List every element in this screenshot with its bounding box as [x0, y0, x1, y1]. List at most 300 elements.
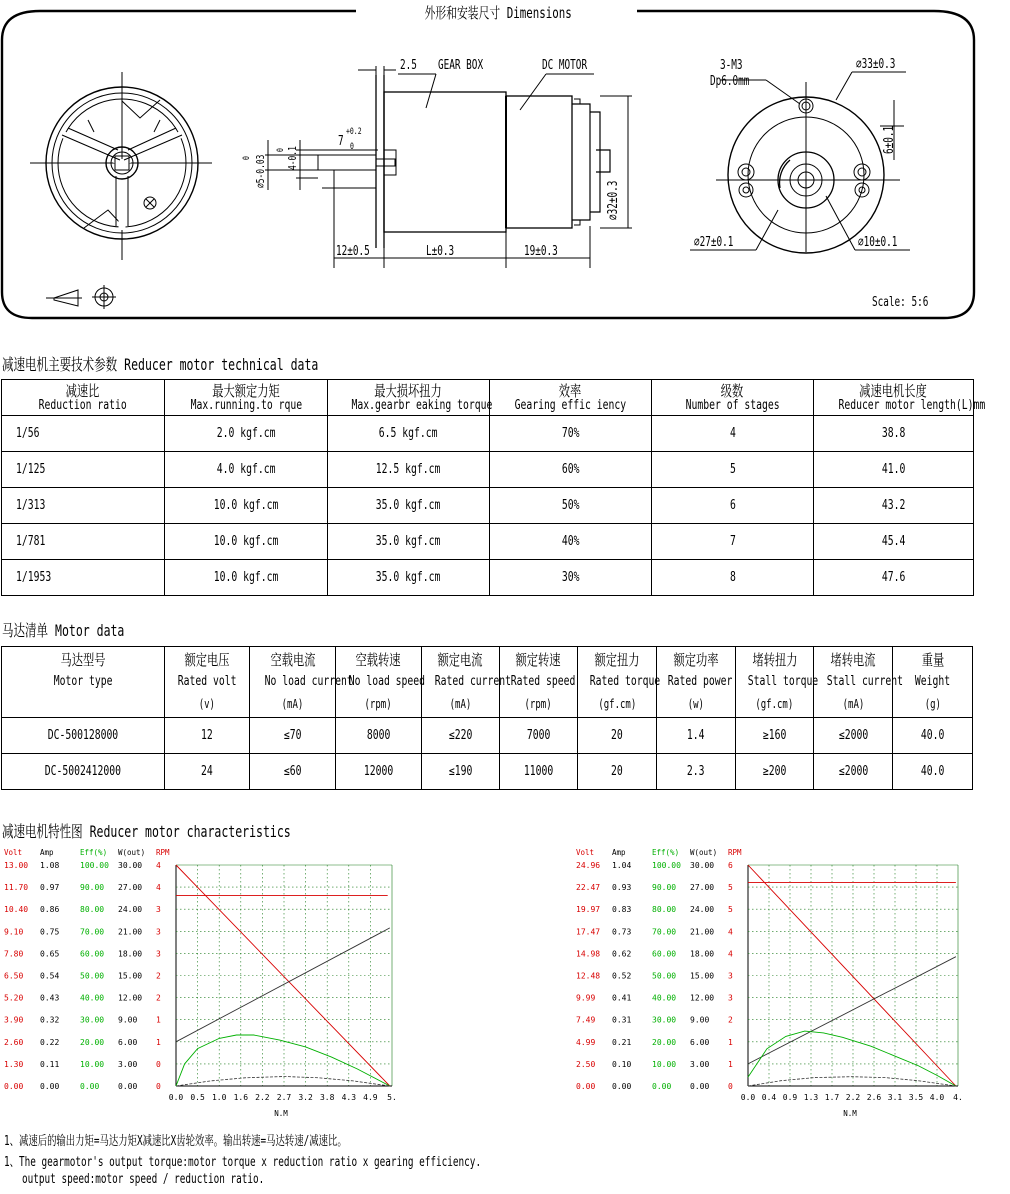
table-cell	[814, 416, 974, 452]
motor-header-en: Stall current	[827, 674, 904, 689]
cell-value: 40%	[561, 534, 580, 549]
axis-column-header: Volt	[4, 848, 23, 857]
y-tick-label: 6.00	[690, 1037, 710, 1047]
y-tick-label: 15.00	[118, 971, 143, 981]
x-tick-label: 4.3	[341, 1093, 357, 1102]
reducer-header-cell	[328, 380, 493, 416]
y-tick-label: 0.00	[690, 1082, 710, 1091]
dp-label: Dp6.0mm	[710, 74, 750, 89]
y-tick-label: 4	[728, 949, 733, 959]
cell-value: 4.0 kgf.cm	[216, 462, 276, 477]
cell-value: 35.0 kgf.cm	[376, 498, 441, 513]
y-tick-label: 3.00	[118, 1059, 138, 1069]
table-cell	[814, 718, 893, 754]
cell-value: 6.5 kgf.cm	[379, 426, 438, 441]
reducer-header-row	[2, 380, 974, 416]
motor-header-cn: 额定电压	[184, 651, 230, 669]
cell-value: 7	[729, 534, 736, 549]
y-tick-label: 19.97	[576, 905, 601, 915]
projection-symbol-icon	[46, 285, 116, 309]
cell-value: 35.0 kgf.cm	[376, 534, 441, 549]
motor-header-en: Rated torque	[590, 674, 661, 689]
dim-l: L±0.3	[426, 244, 455, 259]
y-tick-label: 7.49	[576, 1015, 596, 1025]
table-cell	[499, 718, 578, 754]
series-current-line	[748, 957, 956, 1064]
reducer-header-en: Gearing effic iency	[514, 397, 627, 413]
y-tick-label: 3	[156, 905, 161, 915]
motor-header-unit: (mA)	[281, 697, 304, 711]
cell-value: 10.0 kgf.cm	[213, 498, 279, 513]
cell-value: 20	[611, 728, 624, 743]
dimensions-title: 外形和安装尺寸 Dimensions	[424, 4, 572, 22]
y-tick-label: 2	[156, 971, 161, 981]
y-tick-label: 21.00	[118, 927, 143, 937]
cell-value: 41.0	[881, 462, 906, 477]
reducer-header-cell	[814, 380, 986, 416]
series-output-power-line	[748, 1077, 956, 1086]
x-tick-label: 1.6	[233, 1093, 249, 1102]
series-current-line	[176, 928, 390, 1042]
y-tick-label: 0.00	[576, 1082, 596, 1091]
x-tick-label: 1.3	[803, 1093, 819, 1102]
cell-value: 4	[729, 426, 736, 441]
y-tick-label: 4	[728, 927, 733, 937]
y-tick-label: 60.00	[80, 949, 105, 959]
x-tick-label: 0.4	[761, 1093, 777, 1102]
cell-value: 70%	[561, 426, 580, 441]
motor-header-cn: 空载转速	[355, 651, 401, 669]
table-cell	[165, 560, 328, 596]
dim-7-tol: +0.2	[346, 127, 362, 137]
motor-header-cn: 重量	[921, 651, 944, 669]
x-tick-label: 3.2	[298, 1093, 313, 1102]
table-cell	[490, 452, 652, 488]
x-tick-label: 3.1	[887, 1093, 903, 1102]
cell-value: DC-5002412000	[44, 764, 121, 779]
y-tick-label: 4.99	[576, 1037, 596, 1047]
motor-header-cn: 额定转速	[515, 651, 561, 669]
motor-header-unit: (gf.cm)	[755, 697, 794, 711]
table-cell	[2, 488, 165, 524]
y-tick-label: 1.08	[40, 861, 60, 870]
table-row	[2, 488, 974, 524]
motor-header-unit: (w)	[687, 697, 704, 711]
cell-value: ≤220	[448, 728, 472, 743]
y-tick-label: 12.00	[690, 993, 715, 1003]
y-tick-label: 24.00	[690, 905, 715, 915]
y-tick-label: 1	[156, 1015, 161, 1025]
table-cell	[893, 754, 973, 790]
table-cell	[652, 452, 814, 488]
y-tick-label: 6	[728, 861, 733, 870]
y-tick-label: 9.10	[4, 927, 24, 937]
reducer-header-en: Reducer motor length(L)mm	[838, 397, 986, 413]
y-tick-label: 0.75	[40, 927, 60, 937]
table-cell	[490, 488, 652, 524]
y-tick-label: 0.43	[40, 993, 60, 1003]
cell-value: 1/1953	[16, 570, 52, 585]
characteristic-chart-2	[572, 844, 976, 1124]
y-tick-label: 0.21	[612, 1037, 632, 1047]
table-row	[2, 718, 973, 754]
y-tick-label: 27.00	[690, 883, 715, 893]
x-tick-label: 2.2	[255, 1093, 270, 1102]
y-tick-label: 0.65	[40, 949, 60, 959]
motor-header-cn: 额定电流	[437, 651, 483, 669]
y-tick-label: 0.00	[80, 1082, 100, 1091]
x-tick-label: 3.5	[908, 1093, 924, 1102]
reducer-header-cell	[2, 380, 165, 416]
cell-value: 1.4	[687, 728, 705, 743]
table-cell	[490, 416, 652, 452]
axis-column-header: Volt	[576, 848, 595, 857]
y-tick-label: 6.00	[118, 1037, 138, 1047]
motor-header-unit: (mA)	[449, 697, 472, 711]
dimensions-drawing	[0, 0, 976, 322]
cell-value: 10.0 kgf.cm	[213, 534, 279, 549]
y-tick-label: 0.93	[612, 883, 632, 893]
y-tick-label: 12.48	[576, 971, 601, 981]
reducer-header-cn: 最大损坏扭力	[374, 381, 443, 400]
table-cell	[490, 560, 652, 596]
cell-value: DC-500128000	[47, 728, 118, 743]
y-tick-label: 0.83	[612, 905, 632, 915]
dim-27: ⌀27±0.1	[694, 235, 734, 250]
axis-column-header: RPM	[728, 848, 742, 857]
motor-header-cn: 额定扭力	[594, 651, 640, 669]
cell-value: 38.8	[881, 426, 906, 441]
table-row	[2, 416, 974, 452]
cell-value: 12.5 kgf.cm	[376, 462, 441, 477]
x-axis-label: N.M	[274, 1109, 288, 1118]
y-tick-label: 0.41	[612, 993, 632, 1003]
table-row	[2, 524, 974, 560]
dim-19: 19±0.3	[524, 244, 558, 259]
y-tick-label: 0.00	[40, 1082, 60, 1091]
table-row	[2, 452, 974, 488]
end-view	[690, 72, 910, 253]
cell-value: 50%	[561, 498, 580, 513]
characteristic-chart-1	[0, 844, 410, 1124]
y-tick-label: 0.31	[612, 1015, 632, 1025]
dim-10: ⌀10±0.1	[858, 235, 898, 250]
table-cell	[814, 560, 974, 596]
cell-value: 7000	[526, 728, 551, 743]
cell-value: 43.2	[881, 498, 906, 513]
dim-shaft-tol: 0	[242, 156, 252, 160]
table-cell	[328, 524, 490, 560]
x-tick-label: 0.9	[782, 1093, 798, 1102]
reducer-table	[1, 379, 986, 596]
y-tick-label: 0.11	[40, 1059, 60, 1069]
reducer-header-cn: 级数	[721, 381, 744, 400]
y-tick-label: 90.00	[80, 883, 105, 893]
motor-header-cell	[657, 647, 736, 718]
motor-header-unit: (gf.cm)	[598, 697, 637, 711]
table-cell	[657, 718, 736, 754]
reducer-header-cn: 减速比	[66, 381, 100, 400]
table-cell	[2, 718, 165, 754]
y-tick-label: 0.54	[40, 971, 60, 981]
x-tick-label: 4.9	[363, 1093, 378, 1102]
table-cell	[328, 416, 490, 452]
y-tick-label: 1	[728, 1037, 733, 1047]
cell-value: 24	[201, 764, 213, 779]
cell-value: 2.0 kgf.cm	[216, 426, 276, 441]
y-tick-label: 10.00	[80, 1059, 105, 1069]
table-cell	[336, 754, 422, 790]
motor-header-en: No load speed	[348, 674, 426, 689]
cell-value: 8	[729, 570, 736, 585]
y-tick-label: 20.00	[80, 1037, 105, 1047]
reducer-header-cn: 减速电机长度	[859, 381, 928, 400]
cell-value: 35.0 kgf.cm	[376, 570, 441, 585]
table-cell	[652, 416, 814, 452]
y-tick-label: 3	[728, 993, 733, 1003]
y-tick-label: 11.70	[4, 883, 29, 893]
cell-value: 1/56	[16, 426, 40, 441]
y-tick-label: 0.62	[612, 949, 632, 959]
y-tick-label: 0.00	[612, 1082, 632, 1091]
motor-header-en: Rated current	[434, 674, 511, 689]
cell-value: 47.6	[881, 570, 906, 585]
motor-header-cell	[893, 647, 973, 718]
motor-section-title: 马达清单 Motor data	[2, 621, 125, 640]
dim-12: 12±0.5	[336, 244, 370, 259]
y-tick-label: 9.00	[118, 1015, 138, 1025]
motor-header-unit: (mA)	[842, 697, 865, 711]
cell-value: 11000	[523, 764, 554, 779]
x-tick-label: 3.8	[319, 1093, 335, 1102]
y-tick-label: 1.04	[612, 861, 632, 870]
x-tick-label: 1.0	[211, 1093, 227, 1102]
x-axis-label: N.M	[843, 1109, 857, 1118]
y-tick-label: 14.98	[576, 949, 601, 959]
y-tick-label: 0.97	[40, 883, 60, 893]
y-tick-label: 2.50	[576, 1059, 596, 1069]
cell-value: ≤190	[448, 764, 472, 779]
table-cell	[652, 488, 814, 524]
axis-column-header: W(out)	[690, 848, 718, 857]
motor-header-en: Rated volt	[177, 674, 237, 689]
dim-33: ⌀33±0.3	[856, 57, 896, 72]
motor-header-cn: 堵转扭力	[752, 651, 798, 669]
motor-header-en: No load current	[264, 674, 354, 689]
dim-7-tol2: 0	[350, 142, 354, 152]
y-tick-label: 0	[728, 1082, 733, 1091]
motor-header-cell	[578, 647, 661, 718]
y-tick-label: 0.52	[612, 971, 632, 981]
reducer-header-en: Number of stages	[685, 397, 780, 413]
y-tick-label: 24.00	[118, 905, 143, 915]
y-tick-label: 40.00	[652, 993, 677, 1003]
x-tick-label: 0.0	[168, 1093, 184, 1102]
y-tick-label: 2	[156, 993, 161, 1003]
note-line-2: 1、The gearmotor's output torque:motor torque x reduction ratio x gearing efficiency.	[4, 1155, 482, 1170]
y-tick-label: 3.90	[4, 1015, 24, 1025]
y-tick-label: 80.00	[80, 905, 105, 915]
cell-value: 2.3	[687, 764, 705, 779]
motor-header-unit: (g)	[924, 697, 941, 711]
y-tick-label: 5.20	[4, 993, 24, 1003]
y-tick-label: 100.00	[652, 861, 681, 870]
motor-header-cell	[421, 647, 511, 718]
side-view	[265, 66, 632, 268]
reducer-section-title: 减速电机主要技术参数 Reducer motor technical data	[2, 355, 319, 374]
x-tick-label: 4.0	[929, 1093, 945, 1102]
y-tick-label: 3	[156, 927, 161, 937]
motor-header-en: Stall torque	[747, 674, 818, 689]
reducer-header-en: Reduction ratio	[38, 397, 128, 413]
table-cell	[814, 488, 974, 524]
cell-value: 30%	[561, 570, 580, 585]
y-tick-label: 50.00	[652, 971, 677, 981]
dim-32: ⌀32±0.3	[606, 180, 621, 220]
motor-header-cell	[499, 647, 578, 718]
y-tick-label: 70.00	[652, 927, 677, 937]
series-efficiency-line	[176, 1035, 390, 1086]
cell-value: 5	[729, 462, 736, 477]
x-tick-label: 2.2	[845, 1093, 861, 1102]
y-tick-label: 30.00	[652, 1015, 677, 1025]
reducer-header-cell	[490, 380, 652, 416]
motor-header-unit: (rpm)	[524, 697, 552, 711]
y-tick-label: 18.00	[118, 949, 143, 959]
reducer-header-cn: 效率	[559, 381, 582, 400]
cell-value: ≥200	[762, 764, 787, 779]
y-tick-label: 3	[156, 949, 161, 959]
dim-shaft: ⌀5-0.03	[254, 154, 267, 188]
front-view	[30, 72, 212, 260]
y-tick-label: 10.00	[652, 1059, 677, 1069]
motor-table	[1, 646, 973, 790]
dim-6: 6±0.1	[882, 125, 897, 154]
reducer-header-cn: 最大额定力矩	[212, 381, 280, 400]
cell-value: 40.0	[920, 764, 945, 779]
y-tick-label: 0	[156, 1082, 161, 1091]
x-tick-label: 5.	[387, 1093, 397, 1102]
y-tick-label: 1	[728, 1059, 733, 1069]
motor-header-en: Rated power	[667, 674, 733, 689]
x-tick-label: 2.6	[866, 1093, 882, 1102]
y-tick-label: 1	[156, 1037, 161, 1047]
dim-2-5: 2.5	[400, 58, 417, 73]
motor-header-cn: 堵转电流	[830, 651, 876, 669]
axis-column-header: W(out)	[118, 848, 146, 857]
motor-header-cell	[814, 647, 904, 718]
y-tick-label: 30.00	[80, 1015, 105, 1025]
table-cell	[328, 560, 490, 596]
table-cell	[165, 524, 328, 560]
motor-header-cn: 空载电流	[270, 651, 316, 669]
y-tick-label: 1.30	[4, 1059, 24, 1069]
dim-flat-tol: 0	[276, 148, 286, 152]
y-tick-label: 0.32	[40, 1015, 60, 1025]
y-tick-label: 40.00	[80, 993, 105, 1003]
y-tick-label: 6.50	[4, 971, 24, 981]
cell-value: ≥160	[762, 728, 787, 743]
cell-value: 1/781	[16, 534, 46, 549]
table-cell	[490, 524, 652, 560]
y-tick-label: 15.00	[690, 971, 715, 981]
table-cell	[2, 416, 165, 452]
y-tick-label: 18.00	[690, 949, 715, 959]
table-cell	[2, 560, 165, 596]
motor-header-cn: 额定功率	[673, 651, 719, 669]
y-tick-label: 0.10	[612, 1059, 632, 1069]
table-cell	[578, 754, 657, 790]
scale-label: Scale: 5:6	[872, 295, 929, 310]
table-cell	[814, 524, 974, 560]
x-tick-label: 0.5	[190, 1093, 205, 1102]
y-tick-label: 3.00	[690, 1059, 710, 1069]
table-cell	[165, 416, 328, 452]
table-cell	[165, 452, 328, 488]
y-tick-label: 0.00	[652, 1082, 672, 1091]
motor-header-cell	[735, 647, 818, 718]
table-cell	[250, 754, 336, 790]
gear-box-label: GEAR BOX	[438, 58, 484, 73]
y-tick-label: 100.00	[80, 861, 109, 870]
y-tick-label: 0	[156, 1059, 161, 1069]
y-tick-label: 24.96	[576, 861, 601, 870]
chart-svg	[572, 844, 976, 1124]
motor-header-cell	[336, 647, 426, 718]
motor-header-cell	[164, 647, 250, 718]
motor-header-cn: 马达型号	[60, 651, 106, 669]
table-cell	[165, 488, 328, 524]
table-cell	[735, 754, 814, 790]
motor-header-row	[2, 647, 973, 718]
x-tick-label: 4.	[953, 1093, 963, 1102]
y-tick-label: 17.47	[576, 927, 601, 937]
series-efficiency-line	[748, 1031, 956, 1086]
y-tick-label: 0.00	[4, 1082, 24, 1091]
cell-value: 8000	[366, 728, 391, 743]
cell-value: 45.4	[881, 534, 906, 549]
x-tick-label: 0.0	[740, 1093, 756, 1102]
y-tick-label: 10.40	[4, 905, 29, 915]
axis-column-header: Amp	[612, 848, 626, 857]
table-cell	[893, 718, 973, 754]
y-tick-label: 2	[728, 1015, 733, 1025]
y-tick-label: 20.00	[652, 1037, 677, 1047]
table-cell	[2, 452, 165, 488]
cell-value: ≤70	[283, 728, 302, 743]
y-tick-label: 0.00	[118, 1082, 138, 1091]
dim-flat: 4-0.1	[286, 146, 299, 170]
table-cell	[657, 754, 736, 790]
y-tick-label: 80.00	[652, 905, 677, 915]
cell-value: 12	[201, 728, 213, 743]
y-tick-label: 0.73	[612, 927, 632, 937]
axis-column-header: Amp	[40, 848, 54, 857]
x-tick-label: 2.7	[276, 1093, 292, 1102]
y-tick-label: 9.99	[576, 993, 596, 1003]
cell-value: ≤2000	[838, 728, 868, 743]
cell-value: 20	[611, 764, 624, 779]
cell-value: ≤60	[283, 764, 302, 779]
m3-label: 3-M3	[720, 58, 743, 73]
cell-value: ≤2000	[838, 764, 868, 779]
cell-value: 6	[729, 498, 736, 513]
y-tick-label: 30.00	[690, 861, 715, 870]
axis-column-header: RPM	[156, 848, 170, 857]
y-tick-label: 12.00	[118, 993, 143, 1003]
table-cell	[735, 718, 814, 754]
y-tick-label: 0.86	[40, 905, 60, 915]
